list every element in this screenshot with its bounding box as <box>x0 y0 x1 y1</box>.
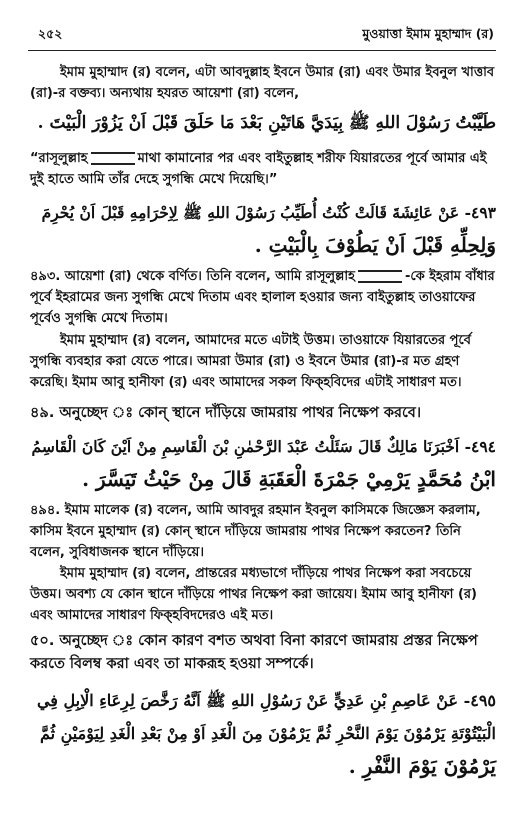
hadith-495-arabic-line: الْبَيْتُوْتَةِ يَرْمُوْنَ يَوْمَ النَّحْرِ ثُمَّ يَرْمُوْنَ مِنَ الْغَدِ اَوْ مِنْ بَعْدِ الْغَدِ لِيَوْمَيْنِ ثُمَّ <box>39 724 496 743</box>
hadith-494-arabic <box>30 430 496 496</box>
page-header <box>30 26 494 48</box>
salutation-icon <box>91 152 135 165</box>
section-49-heading: ৪৯. অনুচ্ছেদ ঃ কোন্‌ স্থানে দাঁড়িয়ে জামরায় পাথর নিক্ষেপ করবে। <box>30 405 422 421</box>
aisha-quote-part2: মাথা কামানোর পর এবং বাইতুল্লাহ শরীফ যিয়ারতের পূর্বে আমার এই দুই হাতে আমি তাঁর দেহে সুগন্ধি মেখে দিয়েছি।” <box>30 151 487 187</box>
page-number: ২৫২ <box>38 26 63 41</box>
hadith-494-arabic-line: ٤٩٤- اَخْبَرَنَا مَالِكٌ قَالَ سَئَلْتُ عَبْدَ الرَّحْمٰنِ بْنَ الْقَاسِمِ مِنْ اَيْنَ كَانَ الْقَاسِمُ <box>31 437 496 456</box>
hadith-495-arabic-line: ٤٩٥- عَنْ عَاصِمِ بْنِ عَدِيٍّ عَنْ رَسُوْلِ اللهِ ﷺ اَنَّهُ رَخَّصَ لِرِعَاءِ الْاِبِلِ فِي <box>36 691 496 710</box>
section-50-heading: ৫০. অনুচ্ছেদ ঃ কোন কারণ বশত অথবা বিনা কারণে জামরায় প্রস্তর নিক্ষেপ করতে বিলম্ব করা এবং তা মাকরূহ হওয়া সম্পর্কে। <box>30 633 478 672</box>
running-title: মুওয়াত্তা ইমাম মুহাম্মাদ (র) <box>362 26 494 41</box>
hadith-493-translation-part1: ৪৯৩. আয়েশা (রা) থেকে বর্ণিত। তিনি বলেন, আমি রাসূলুল্লাহ <box>30 269 355 284</box>
intro-paragraph: ইমাম মুহাম্মাদ (র) বলেন, এটা আবদুল্লাহ ইবনে উমার (রা) এবং উমার ইবনুল খাত্তাব (রা)-র বক্তব্য। অন্যথায় হযরত আয়েশা (রা) বলেন, <box>30 65 495 101</box>
hadith-493-translation <box>30 266 496 329</box>
aisha-quote-translation <box>30 148 496 190</box>
header-rule <box>28 50 496 51</box>
hadith-493-commentary: ইমাম মুহাম্মাদ (র) বলেন, আমাদের মতে এটাই উত্তম। তাওয়াফে যিয়ারতের পূর্বে সুগন্ধি ব্যবহার করা যেতে পারে। আমরা উমার (রা) ও ইবনে উমার (রা)-র মত গ্রহণ করেছি। ইমাম আবু হানীফা (র) এবং আমাদের সকল ফিক্‌হবিদের এটাই সাধারণ মত। <box>30 333 471 390</box>
hadith-495-arabic-line: يَرْمُوْنَ يَوْمَ النَّفْرِ . <box>348 754 496 778</box>
hadith-494-translation: ৪৯৪. ইমাম মালেক (র) বলেন, আমি আবদুর রহমান ইবনুল কাসিমকে জিজ্ঞেস করলাম, কাসিম ইবনে মুহাম্মাদ (র) কোন্‌ স্থানে দাঁড়িয়ে জামরায় পাথর নিক্ষেপ করতেন? তিনি বলেন, সুবিধাজনক স্থানে দাঁড়িয়ে। <box>30 503 481 560</box>
aisha-arabic-text <box>30 107 496 140</box>
salutation-icon <box>358 270 402 283</box>
hadith-493-arabic-line: وَلِحِلِّهِ قَبْلَ اَنْ يَطُوْفَ بِالْبَيْتِ . <box>254 233 496 257</box>
hadith-494-commentary: ইমাম মুহাম্মাদ (র) বলেন, প্রান্তরের মধ্যভাগে দাঁড়িয়ে পাথর নিক্ষেপ করা সবচেয়ে উত্তম। অবশ্য যে কোন স্থানে দাঁড়িয়ে পাথর নিক্ষেপ করা জায়েয। ইমাম আবু হানীফা (র) এবং আমাদের সাধারণ ফিক্‌হবিদদেরও এই মত। <box>30 566 477 623</box>
aisha-quote-part1: “রাসূলুল্লাহ <box>30 151 88 166</box>
hadith-495-arabic <box>30 684 496 783</box>
hadith-493-arabic-line: ٤٩٣- عَنْ عَائِشَةَ قَالَتْ كُنْتُ أُطَيِّبُ رَسُوْلَ اللهِ ﷺ لِاِحْرَامِهِ قَبْلَ اَنْ يُحْرِمَ <box>41 203 496 222</box>
hadith-493-translation-part2: -কে ইহরাম বাঁধার পূর্বে ইহরামের জন্য সুগন্ধি মেখে দিতাম এবং হালাল হওয়ার জন্য বাইতুল্লাহ তাওয়াফের পূর্বেও সুগন্ধি মেখে দিতাম। <box>30 269 495 326</box>
aisha-arabic-line: طَيَّبْتُ رَسُوْلَ اللهِ ﷺ بِيَدَيَّ هَاتَيْنِ بَعْدَ مَا حَلَقَ قَبْلَ اَنْ يَزُوْرَ الْبَيْتَ . <box>37 113 496 133</box>
hadith-494-arabic-line: ابْنُ مُحَمَّدٍ يَرْمِيْ جَمْرَةَ الْعَقَبَةِ قَالَ مِنْ حَيْثُ تَيَسَّرَ . <box>82 467 496 491</box>
hadith-493-arabic <box>30 196 496 262</box>
